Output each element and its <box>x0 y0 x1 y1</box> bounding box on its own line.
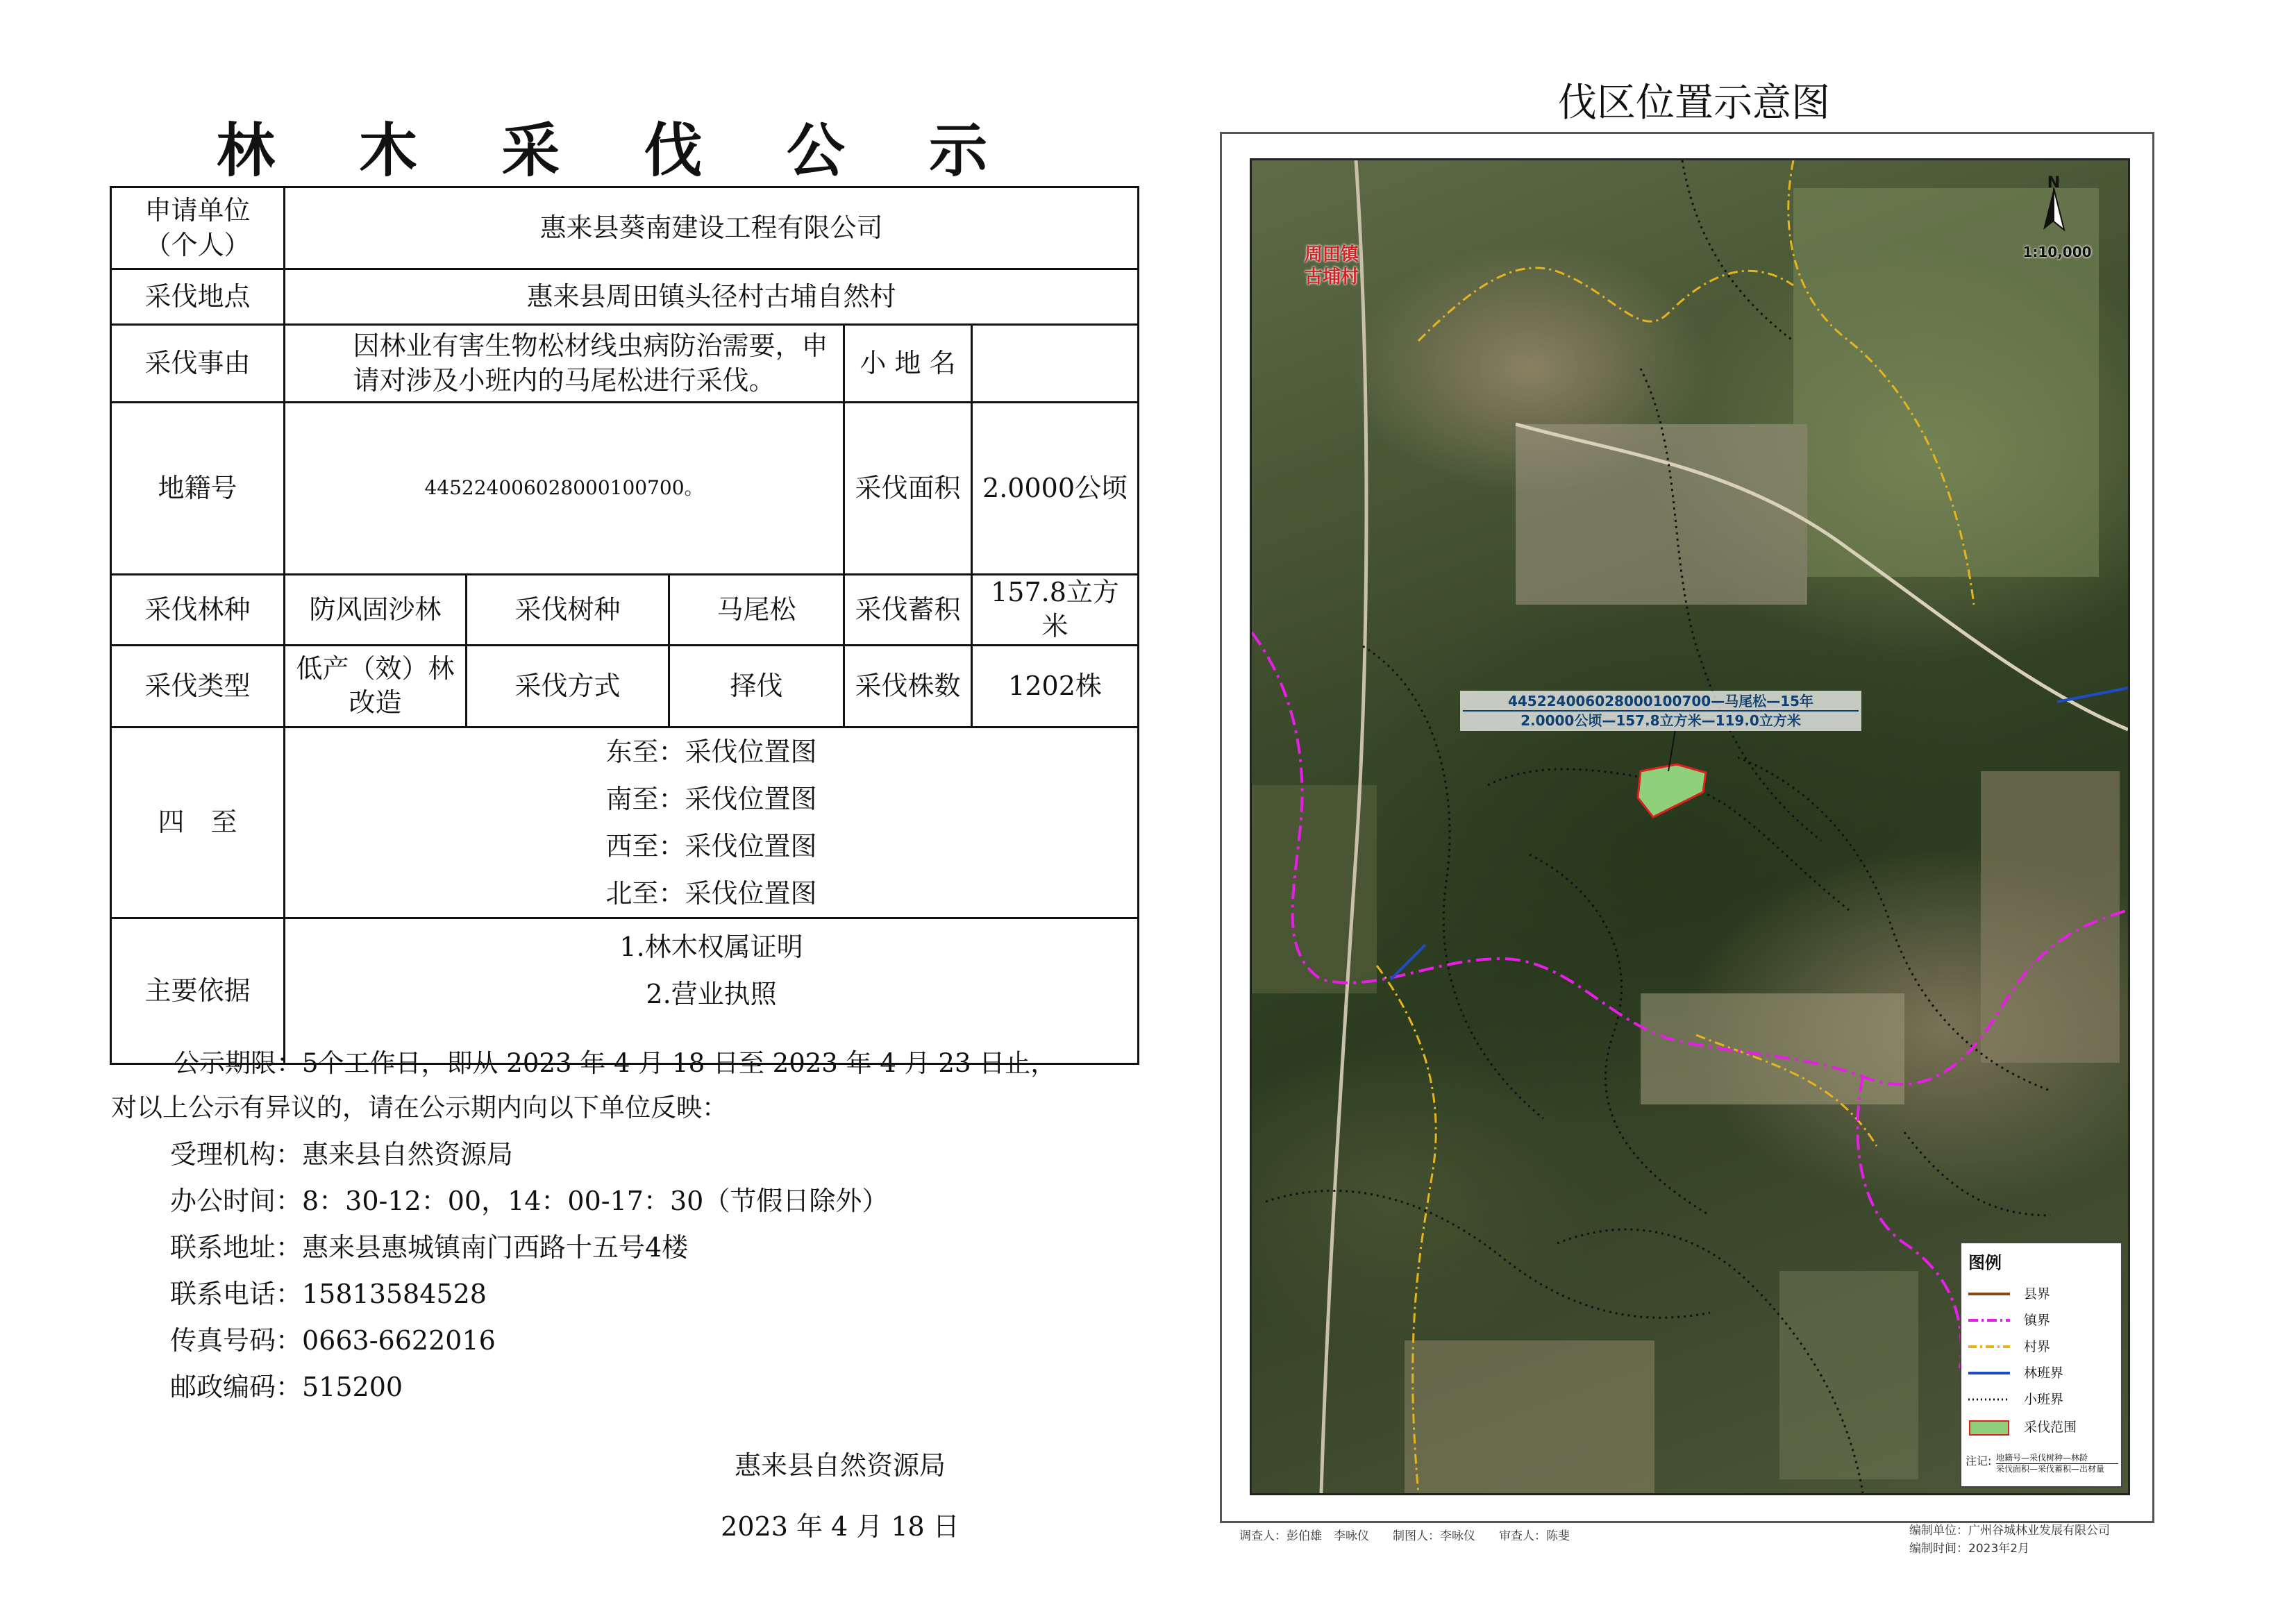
footer-org-time: 编制时间：2023年2月 <box>1909 1542 2030 1556</box>
legend-item-harvest <box>1968 1417 2114 1438</box>
cut-type-value: 低产（效）林改造 <box>285 645 467 727</box>
legend-label: 镇界 <box>2024 1313 2051 1328</box>
count-value: 1202株 <box>972 645 1139 727</box>
area-value: 2.0000公顷 <box>972 403 1139 575</box>
contact-hours: 办公时间：8：30-12：00，14：00-17：30（节假日除外） <box>170 1186 889 1216</box>
footer-org-name: 编制单位：广州谷城林业发展有限公司 <box>1909 1524 2110 1538</box>
legend-label: 林班界 <box>2024 1365 2064 1381</box>
map-footer-org <box>1909 1522 2110 1558</box>
legend-item-town <box>1968 1310 2114 1331</box>
legend-title: 图例 <box>1968 1253 2002 1272</box>
contact-office: 受理机构：惠来县自然资源局 <box>170 1139 514 1170</box>
count-label: 采伐株数 <box>844 645 972 727</box>
signature-date: 2023 年 4 月 18 日 <box>721 1511 960 1542</box>
cadastral-label: 地籍号 <box>111 403 285 575</box>
legend-item-village <box>1968 1336 2114 1357</box>
tree-species-value: 马尾松 <box>669 575 844 646</box>
basis-label: 主要依据 <box>111 918 285 1063</box>
legend-label: 小班界 <box>2024 1392 2064 1407</box>
plot-name-label: 小 地 名 <box>844 325 972 403</box>
legend-note-line-2: 采伐面积—采伐蓄积—出材量 <box>1996 1464 2105 1474</box>
contact-phone: 联系电话：15813584528 <box>170 1279 487 1309</box>
contact-fax: 传真号码：0663-6622016 <box>170 1325 496 1356</box>
legend-item-compartment <box>1968 1363 2114 1384</box>
boundary-east: 东至：采伐位置图 <box>605 736 817 767</box>
reason-value: 因林业有害生物松材线虫病防治需要，申请对涉及小班内的马尾松进行采伐。 <box>285 325 844 403</box>
legend-label: 村界 <box>2024 1339 2051 1354</box>
legend-note-text <box>1996 1453 2118 1474</box>
contact-address: 联系地址：惠来县惠城镇南门西路十五号4楼 <box>170 1232 689 1263</box>
plot-annotation <box>1460 691 1861 731</box>
map-title: 伐区位置示意图 <box>1558 81 1830 126</box>
map-legend <box>1960 1242 2122 1488</box>
legend-label: 县界 <box>2024 1286 2051 1302</box>
legend-note-line-1: 地籍号—采伐树种—林龄 <box>1996 1453 2118 1464</box>
document-title: 林 木 采 伐 公 示 <box>216 116 1020 185</box>
location-label: 采伐地点 <box>111 269 285 325</box>
cut-type-label: 采伐类型 <box>111 645 285 727</box>
tree-species-label: 采伐树种 <box>467 575 669 646</box>
cut-method-label: 采伐方式 <box>467 645 669 727</box>
area-label: 采伐面积 <box>844 403 972 575</box>
applicant-label: 申请单位 （个人） <box>111 187 285 269</box>
location-value: 惠来县周田镇头径村古埔自然村 <box>285 269 1139 325</box>
north-letter: N <box>2047 174 2061 192</box>
signature-org: 惠来县自然资源局 <box>734 1450 946 1481</box>
plot-annotation-line-2: 2.0000公顷—157.8立方米—119.0立方米 <box>1463 710 1859 730</box>
basis-item-1: 1.林木权属证明 <box>619 931 803 962</box>
volume-value: 157.8立方米 <box>972 575 1139 646</box>
contact-block <box>170 1132 888 1411</box>
compartment-boundary <box>2057 688 2128 702</box>
reason-label: 采伐事由 <box>111 325 285 403</box>
legend-item-county <box>1968 1284 2114 1304</box>
application-form-table <box>110 186 1139 1065</box>
boundary-label: 四 至 <box>111 727 285 918</box>
applicant-value: 惠来县葵南建设工程有限公司 <box>285 187 1139 269</box>
plot-annotation-line-1: 445224006028000100700—马尾松—15年 <box>1507 693 1814 709</box>
notice-paragraph <box>111 1041 1139 1130</box>
legend-label: 采伐范围 <box>2024 1420 2077 1435</box>
cadastral-value: 445224006028000100700。 <box>285 403 844 575</box>
map-footer-survey: 调查人：彭伯雄 李咏仪 制图人：李咏仪 审查人：陈斐 <box>1239 1529 1570 1543</box>
legend-note-label: 注记: <box>1966 1454 1992 1468</box>
plot-name-value <box>972 325 1139 403</box>
compartment-boundary-west <box>1391 945 1425 979</box>
map-scale: 1:10,000 <box>2022 244 2092 260</box>
cut-method-value: 择伐 <box>669 645 844 727</box>
satellite-map <box>1250 158 2130 1495</box>
boundary-south: 南至：采伐位置图 <box>605 783 817 814</box>
boundary-west: 西至：采伐位置图 <box>605 830 817 861</box>
basis-item-2: 2.营业执照 <box>646 978 777 1009</box>
boundary-north: 北至：采伐位置图 <box>605 877 817 909</box>
forest-type-label: 采伐林种 <box>111 575 285 646</box>
notice-line-2: 对以上公示有异议的，请在公示期内向以下单位反映： <box>111 1093 728 1122</box>
volume-label: 采伐蓄积 <box>844 575 972 646</box>
legend-item-subcompartment <box>1968 1389 2114 1410</box>
notice-line-1: 公示期限：5个工作日，即从 2023 年 4 月 18 日至 2023 年 4 月 23 日止， <box>174 1048 1057 1078</box>
contact-postcode: 邮政编码：515200 <box>170 1372 403 1402</box>
boundary-lines <box>285 727 1139 918</box>
harvest-area-polygon <box>1638 764 1706 817</box>
forest-type-value: 防风固沙林 <box>285 575 467 646</box>
village-label: 周田镇 古埔村 <box>1304 244 1359 287</box>
